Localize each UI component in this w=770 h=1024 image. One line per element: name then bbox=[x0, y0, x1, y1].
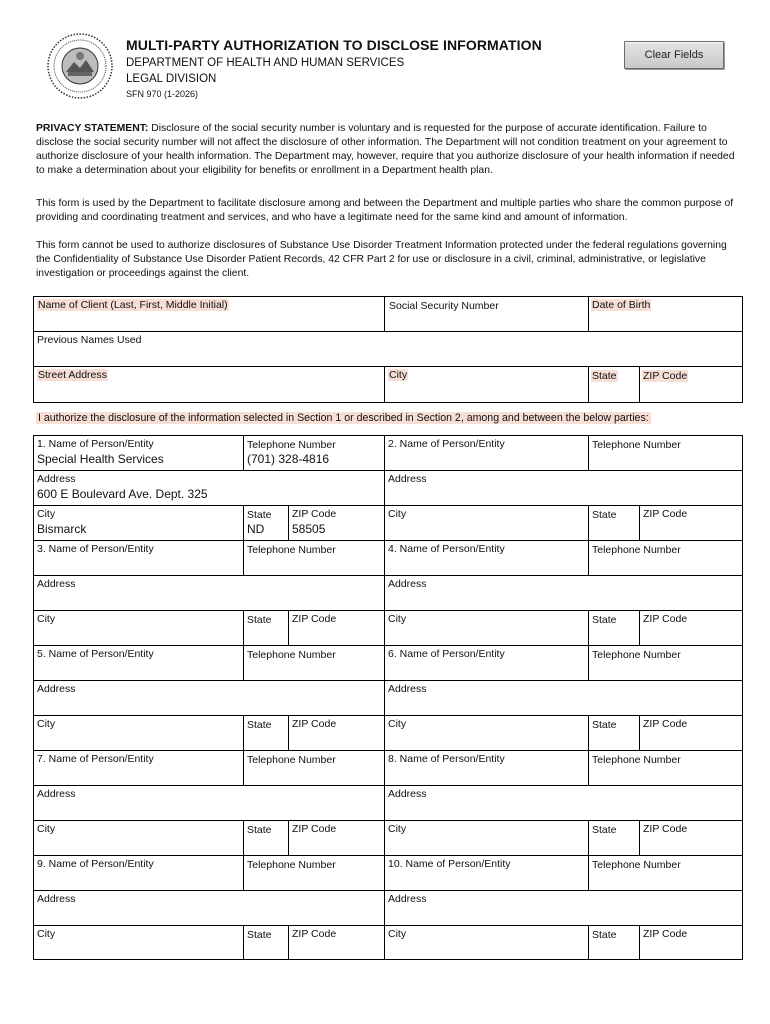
party-7-telephone-label: Telephone Number bbox=[247, 754, 336, 766]
party-1-name-field[interactable]: Special Health Services bbox=[37, 452, 164, 466]
party-3-telephone-label: Telephone Number bbox=[247, 544, 336, 556]
party-7-state-label: State bbox=[247, 824, 272, 836]
party-5-name-label: 5. Name of Person/Entity bbox=[37, 648, 154, 660]
street-address-label: Street Address bbox=[38, 369, 107, 381]
party-1-address-field[interactable]: 600 E Boulevard Ave. Dept. 325 bbox=[37, 487, 208, 501]
client-city-label: City bbox=[389, 369, 408, 381]
party-3-state-label: State bbox=[247, 614, 272, 626]
party-2-state-label: State bbox=[592, 509, 617, 521]
party-1-telephone-field[interactable]: (701) 328-4816 bbox=[247, 452, 330, 466]
party-2-city-label: City bbox=[388, 508, 407, 520]
privacy-statement bbox=[36, 122, 740, 178]
restriction-text: This form cannot be used to authorize disclosures of Substance Use Disorder Treatment Information protected under the federal regulations governing the Confidentiality of Substance Use Disorder Patient Records, 42 CFR Part 2 for use or disclosure in a civil, criminal, administrative, or legislative investigation or proceedings against the client. bbox=[36, 240, 727, 279]
party-8-city-label: City bbox=[388, 823, 407, 835]
party-1-state-field[interactable]: ND bbox=[247, 522, 265, 536]
party-3-address-label: Address bbox=[37, 578, 76, 590]
party-8-zip-label: ZIP Code bbox=[643, 823, 688, 835]
party-6-city-label: City bbox=[388, 718, 407, 730]
form-number: SFN 970 (1-2026) bbox=[126, 89, 199, 99]
party-8-telephone-label: Telephone Number bbox=[592, 754, 681, 766]
party-5-zip-label: ZIP Code bbox=[292, 718, 337, 730]
party-4-state-label: State bbox=[592, 614, 617, 626]
party-3-zip-label: ZIP Code bbox=[292, 613, 337, 625]
party-8-address-label: Address bbox=[388, 788, 427, 800]
party-5-address-label: Address bbox=[37, 683, 76, 695]
party-6-telephone-label: Telephone Number bbox=[592, 649, 681, 661]
purpose-text: This form is used by the Department to facilitate disclosure among and between the Department and multiple parties who share the common purpose of providing and coordinating treatment and services, and who have a legitimate need for the same kind and amount of information. bbox=[36, 198, 734, 223]
party-1-address-label: Address bbox=[37, 473, 76, 485]
party-10-name-label: 10. Name of Person/Entity bbox=[388, 858, 511, 870]
party-9-name-label: 9. Name of Person/Entity bbox=[37, 858, 154, 870]
clear-fields-button[interactable]: Clear Fields bbox=[624, 41, 724, 69]
party-6-name-label: 6. Name of Person/Entity bbox=[388, 648, 505, 660]
party-9-state-label: State bbox=[247, 929, 272, 941]
form-title: MULTI-PARTY AUTHORIZATION TO DISCLOSE INFORMATION bbox=[126, 37, 542, 53]
client-city-field[interactable] bbox=[388, 369, 408, 381]
party-2-name-label: 2. Name of Person/Entity bbox=[388, 438, 505, 450]
party-8-state-label: State bbox=[592, 824, 617, 836]
party-7-address-label: Address bbox=[37, 788, 76, 800]
party-4-address-label: Address bbox=[388, 578, 427, 590]
street-address-field[interactable] bbox=[37, 369, 108, 381]
ssn-field[interactable] bbox=[389, 300, 499, 312]
party-2-telephone-label: Telephone Number bbox=[592, 439, 681, 451]
party-1-name-label: 1. Name of Person/Entity bbox=[37, 438, 154, 450]
party-8-name-label: 8. Name of Person/Entity bbox=[388, 753, 505, 765]
party-7-zip-label: ZIP Code bbox=[292, 823, 337, 835]
party-10-address-label: Address bbox=[388, 893, 427, 905]
party-2-zip-label: ZIP Code bbox=[643, 508, 688, 520]
ssn-label: Social Security Number bbox=[389, 300, 499, 312]
client-zip-field[interactable] bbox=[642, 370, 688, 382]
party-4-telephone-label: Telephone Number bbox=[592, 544, 681, 556]
dob-label: Date of Birth bbox=[592, 299, 651, 311]
party-10-city-label: City bbox=[388, 928, 407, 940]
party-7-city-label: City bbox=[37, 823, 56, 835]
client-name-label: Name of Client (Last, First, Middle Initial) bbox=[38, 299, 228, 311]
party-6-state-label: State bbox=[592, 719, 617, 731]
authorization-statement: I authorize the disclosure of the information selected in Section 1 or described in Section 2, among and between the below parties: bbox=[38, 412, 649, 424]
dob-field[interactable] bbox=[591, 299, 651, 311]
party-6-address-label: Address bbox=[388, 683, 427, 695]
client-info-table bbox=[33, 296, 743, 403]
privacy-heading: PRIVACY STATEMENT: bbox=[36, 123, 149, 134]
party-7-name-label: 7. Name of Person/Entity bbox=[37, 753, 154, 765]
client-state-label: State bbox=[592, 370, 617, 382]
party-5-state-label: State bbox=[247, 719, 272, 731]
department-name: DEPARTMENT OF HEALTH AND HUMAN SERVICES bbox=[126, 57, 405, 69]
party-9-address-label: Address bbox=[37, 893, 76, 905]
party-6-zip-label: ZIP Code bbox=[643, 718, 688, 730]
party-10-state-label: State bbox=[592, 929, 617, 941]
party-1-state-label: State bbox=[247, 509, 272, 521]
party-4-name-label: 4. Name of Person/Entity bbox=[388, 543, 505, 555]
party-9-telephone-label: Telephone Number bbox=[247, 859, 336, 871]
party-1-city-label: City bbox=[37, 508, 56, 520]
privacy-body: Disclosure of the social security number is voluntary and is requested for the purpose of accurate identification. Failure to disclose the social security number will not affect the disclosure of other information. The Department will not condition treatment on your agreement to authorize disclosure of your health information. The Department may, however, require that you authorize disclosure of your health information if needed to make a determination about your eligibility for benefits or enrollment in a Department health plan. bbox=[36, 123, 735, 176]
client-state-field[interactable] bbox=[591, 370, 618, 382]
party-9-zip-label: ZIP Code bbox=[292, 928, 337, 940]
state-seal-icon bbox=[46, 32, 114, 100]
party-10-zip-label: ZIP Code bbox=[643, 928, 688, 940]
party-2-address-label: Address bbox=[388, 473, 427, 485]
party-10-telephone-label: Telephone Number bbox=[592, 859, 681, 871]
previous-names-field[interactable] bbox=[37, 334, 141, 346]
party-1-city-field[interactable]: Bismarck bbox=[37, 522, 87, 536]
client-name-field[interactable] bbox=[37, 299, 229, 311]
previous-names-label: Previous Names Used bbox=[37, 334, 142, 346]
party-4-city-label: City bbox=[388, 613, 407, 625]
party-3-name-label: 3. Name of Person/Entity bbox=[37, 543, 154, 555]
party-5-city-label: City bbox=[37, 718, 56, 730]
party-3-city-label: City bbox=[37, 613, 56, 625]
division-name: LEGAL DIVISION bbox=[126, 73, 217, 85]
party-1-zip-field[interactable]: 58505 bbox=[292, 522, 326, 536]
party-5-telephone-label: Telephone Number bbox=[247, 649, 336, 661]
party-4-zip-label: ZIP Code bbox=[643, 613, 688, 625]
client-zip-label: ZIP Code bbox=[643, 370, 688, 382]
party-1-telephone-label: Telephone Number bbox=[247, 439, 336, 451]
party-1-zip-label: ZIP Code bbox=[292, 508, 337, 520]
party-9-city-label: City bbox=[37, 928, 56, 940]
